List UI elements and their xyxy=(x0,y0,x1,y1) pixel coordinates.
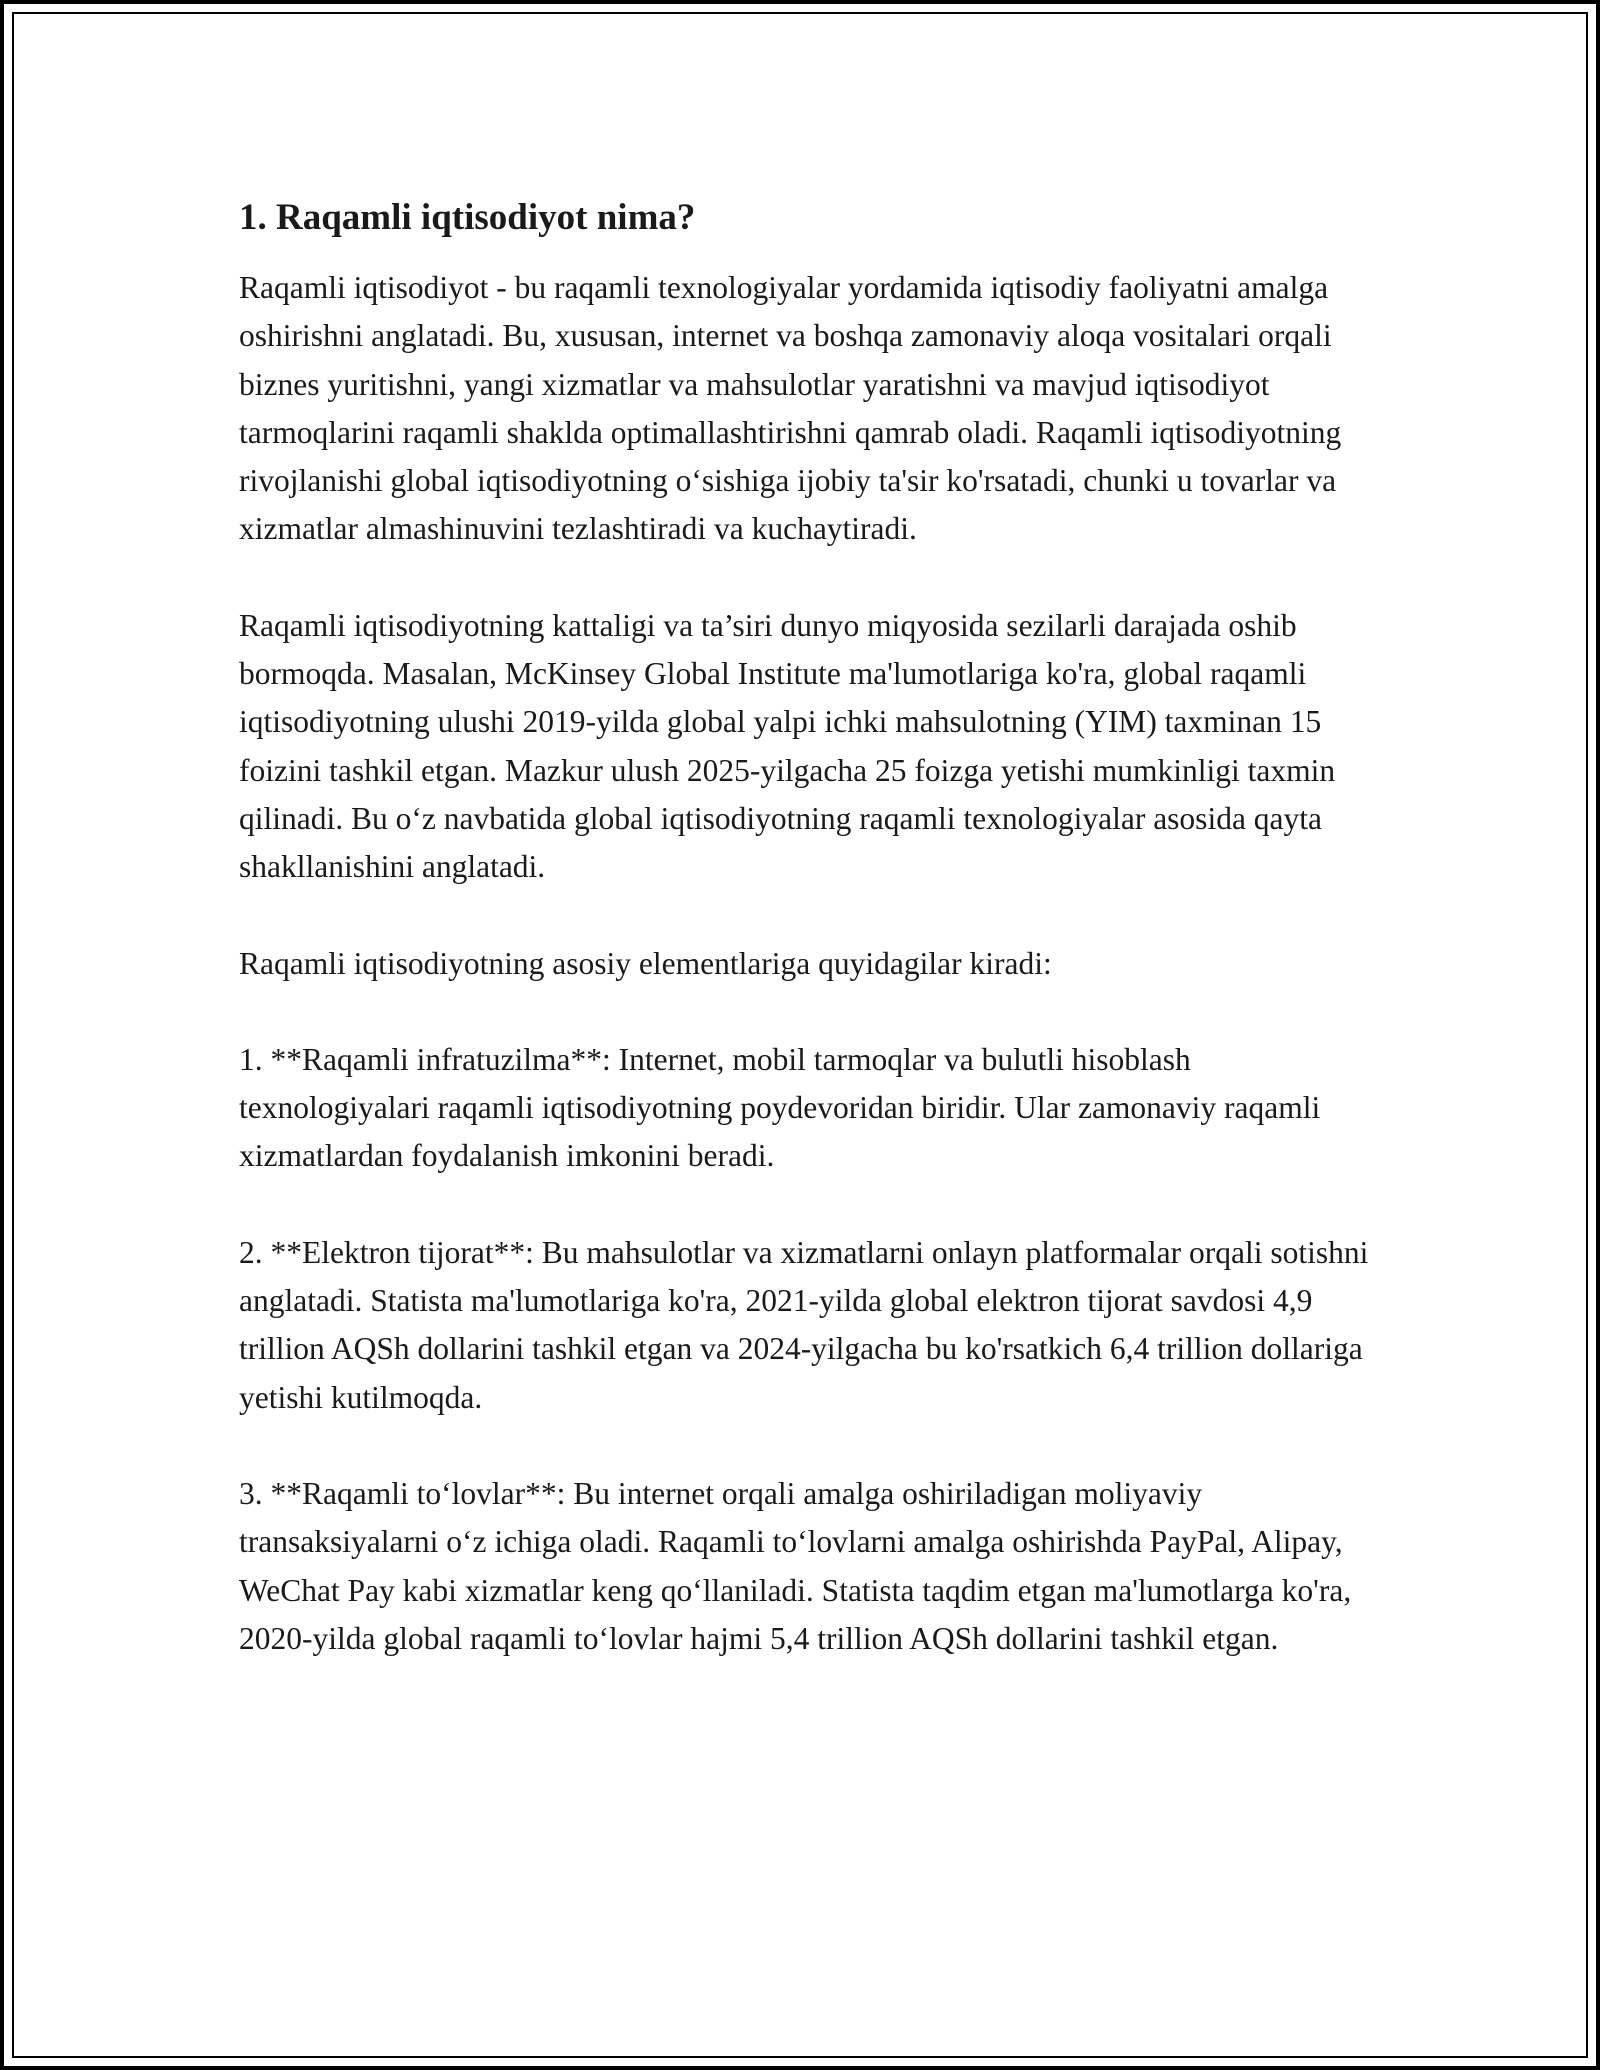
list-item-ecommerce: 2. **Elektron tijorat**: Bu mahsulotlar va xizmatlarni onlayn platformalar orqali sotishni anglatadi. Statista ma'lumotlariga ko'ra, 2021-yilda global elektron tijorat savdosi 4,9 trillion AQSh dollarini tashkil etgan va 2024-yilgacha bu ko'rsatkich 6,4 trillion dollariga yetishi kutilmoqda. xyxy=(239,1234,1369,1415)
scale-paragraph: Raqamli iqtisodiyotning kattaligi va ta’siri dunyo miqyosida sezilarli darajada oshib bormoqda. Masalan, McKinsey Global Institute ma'lumotlariga ko'ra, global raqamli iqtisodiyotning ulushi 2019-yilda global yalpi ichki mahsulotning (YIM) taxminan 15 foizini tashkil etgan. Mazkur ulush 2025-yilgacha 25 foizga yetishi mumkinligi taxmin qilinadi. Bu o‘z navbatida global iqtisodiyotning raqamli texnologiyalar asosida qayta shakllanishini anglatadi. xyxy=(239,607,1336,885)
section-heading: 1. Raqamli iqtisodiyot nima? xyxy=(239,197,696,238)
intro-paragraph: Raqamli iqtisodiyot - bu raqamli texnologiyalar yordamida iqtisodiy faoliyatni amalga oshirishni anglatadi. Bu, xususan, internet va boshqa zamonaviy aloqa vositalari orqali biznes yuritishni, yangi xizmatlar va mahsulotlar yaratishni va mavjud iqtisodiyot tarmoqlarini raqamli shaklda optimallashtirishni qamrab oladi. Raqamli iqtisodiyotning rivojlanishi global iqtisodiyotning o‘sishiga ijobiy ta'sir ko'rsatadi, chunki u tovarlar va xizmatlar almashinuvini tezlashtiradi va kuchaytiradi. xyxy=(239,270,1342,547)
elements-intro-paragraph: Raqamli iqtisodiyotning asosiy elementlariga quyidagilar kiradi: xyxy=(239,945,1052,981)
list-item-infrastructure: 1. **Raqamli infratuzilma**: Internet, mobil tarmoqlar va bulutli hisoblash texnologiyalari raqamli iqtisodiyotning poydevoridan biridir. Ular zamonaviy raqamli xizmatlardan foydalanish imkonini beradi. xyxy=(239,1041,1321,1174)
list-item-payments: 3. **Raqamli to‘lovlar**: Bu internet orqali amalga oshiriladigan moliyaviy transaksiyalarni o‘z ichiga oladi. Raqamli to‘lovlarni amalga oshirishda PayPal, Alipay, WeChat Pay kabi xizmatlar keng qo‘llaniladi. Statista taqdim etgan ma'lumotlarga ko'ra, 2020-yilda global raqamli to‘lovlar hajmi 5,4 trillion AQSh dollarini tashkil etgan. xyxy=(239,1475,1352,1656)
document-body xyxy=(239,194,1379,1663)
